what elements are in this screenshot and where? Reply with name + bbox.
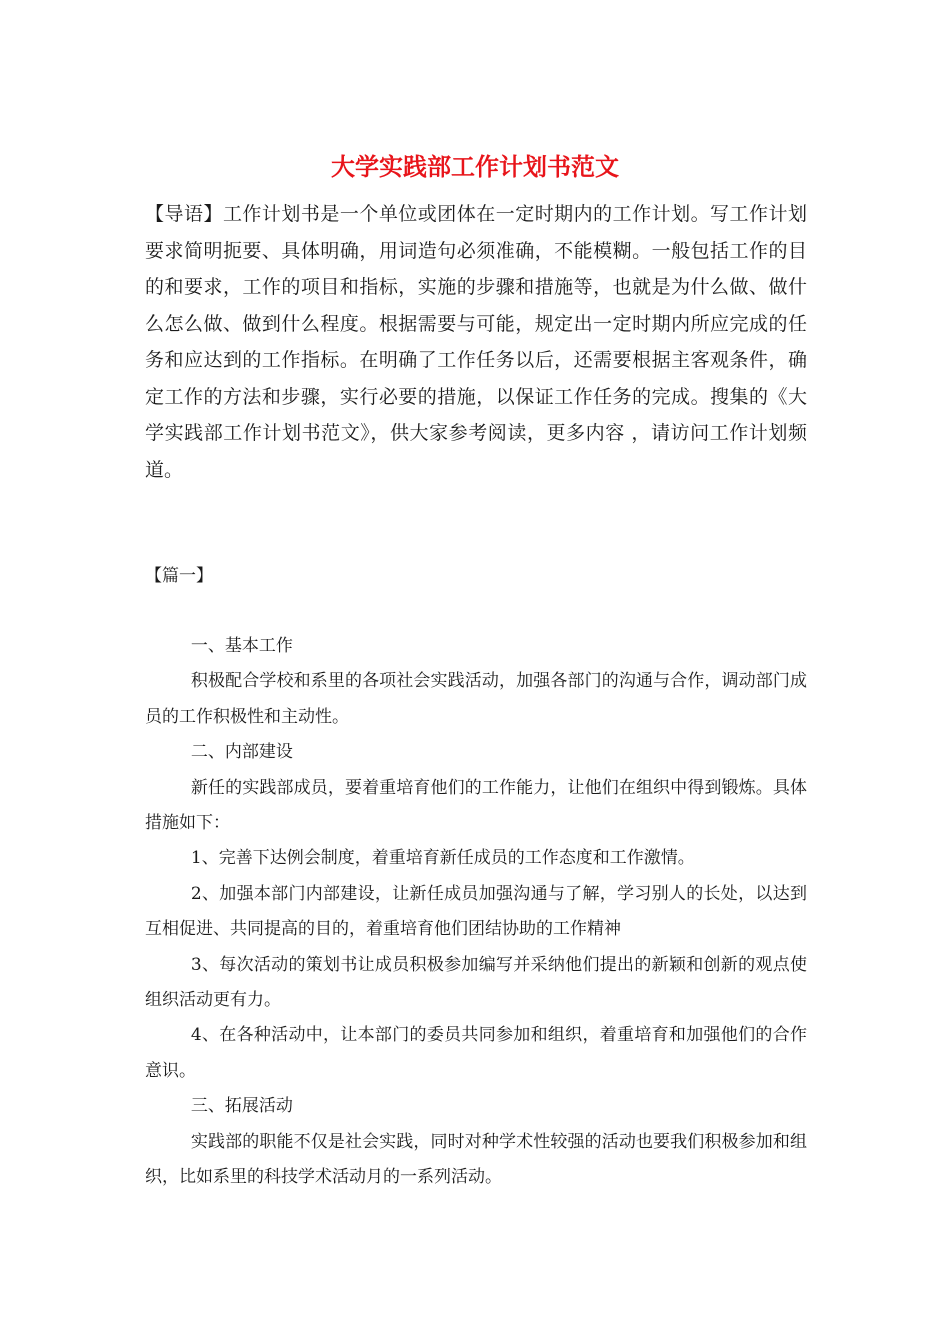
- list-item: 3、每次活动的策划书让成员积极参加编写并采纳他们提出的新颖和创新的观点使组织活动更有力。: [145, 954, 807, 1011]
- body-paragraph: 实践部的职能不仅是社会实践，同时对种学术性较强的活动也要我们积极参加和组织，比如系里的科技学术活动月的一系列活动。: [145, 1131, 807, 1188]
- section-label: 【篇一】: [145, 566, 213, 586]
- document-body: [145, 629, 807, 1196]
- heading-internal-building: 二、内部建设: [190, 742, 293, 763]
- list-item: 4、在各种活动中，让本部门的委员共同参加和组织，着重培育和加强他们的合作意识。: [145, 1025, 807, 1081]
- intro-paragraph: 【导语】工作计划书是一个单位或团体在一定时期内的工作计划。写工作计划要求简明扼要、具体明确，用词造句必须准确，不能模糊。一般包括工作的目的和要求，工作的项目和指标，实施的步骤和措施等，也就是为什么做、做什么怎么做、做到什么程度。根据需要与可能，规定出一定时期内所应完成的任务和应达到的工作指标。在明确了工作任务以后，还需要根据主客观条件，确定工作的方法和步骤，实行必要的措施，以保证工作任务的完成。搜集的《大学实践部工作计划书范文》，供大家参考阅读，更多内容 ，请访问工作计划频道。: [145, 203, 807, 481]
- list-item: 1、完善下达例会制度，着重培育新任成员的工作态度和工作激情。: [190, 848, 695, 869]
- body-paragraph: 新任的实践部成员，要着重培育他们的工作能力，让他们在组织中得到锻炼。具体措施如下：: [145, 777, 807, 834]
- list-item: 2、加强本部门内部建设，让新任成员加强沟通与了解，学习别人的长处，以达到互相促进、共同提高的目的，着重培育他们团结协助的工作精神: [145, 883, 807, 940]
- heading-basic-work: 一、基本工作: [190, 636, 293, 656]
- document-title: 大学实践部工作计划书范文: [331, 152, 619, 181]
- heading-expand-activities: 三、拓展活动: [190, 1096, 293, 1117]
- body-paragraph: 积极配合学校和系里的各项社会实践活动，加强各部门的沟通与合作，调动部门成员的工作积极性和主动性。: [145, 671, 807, 727]
